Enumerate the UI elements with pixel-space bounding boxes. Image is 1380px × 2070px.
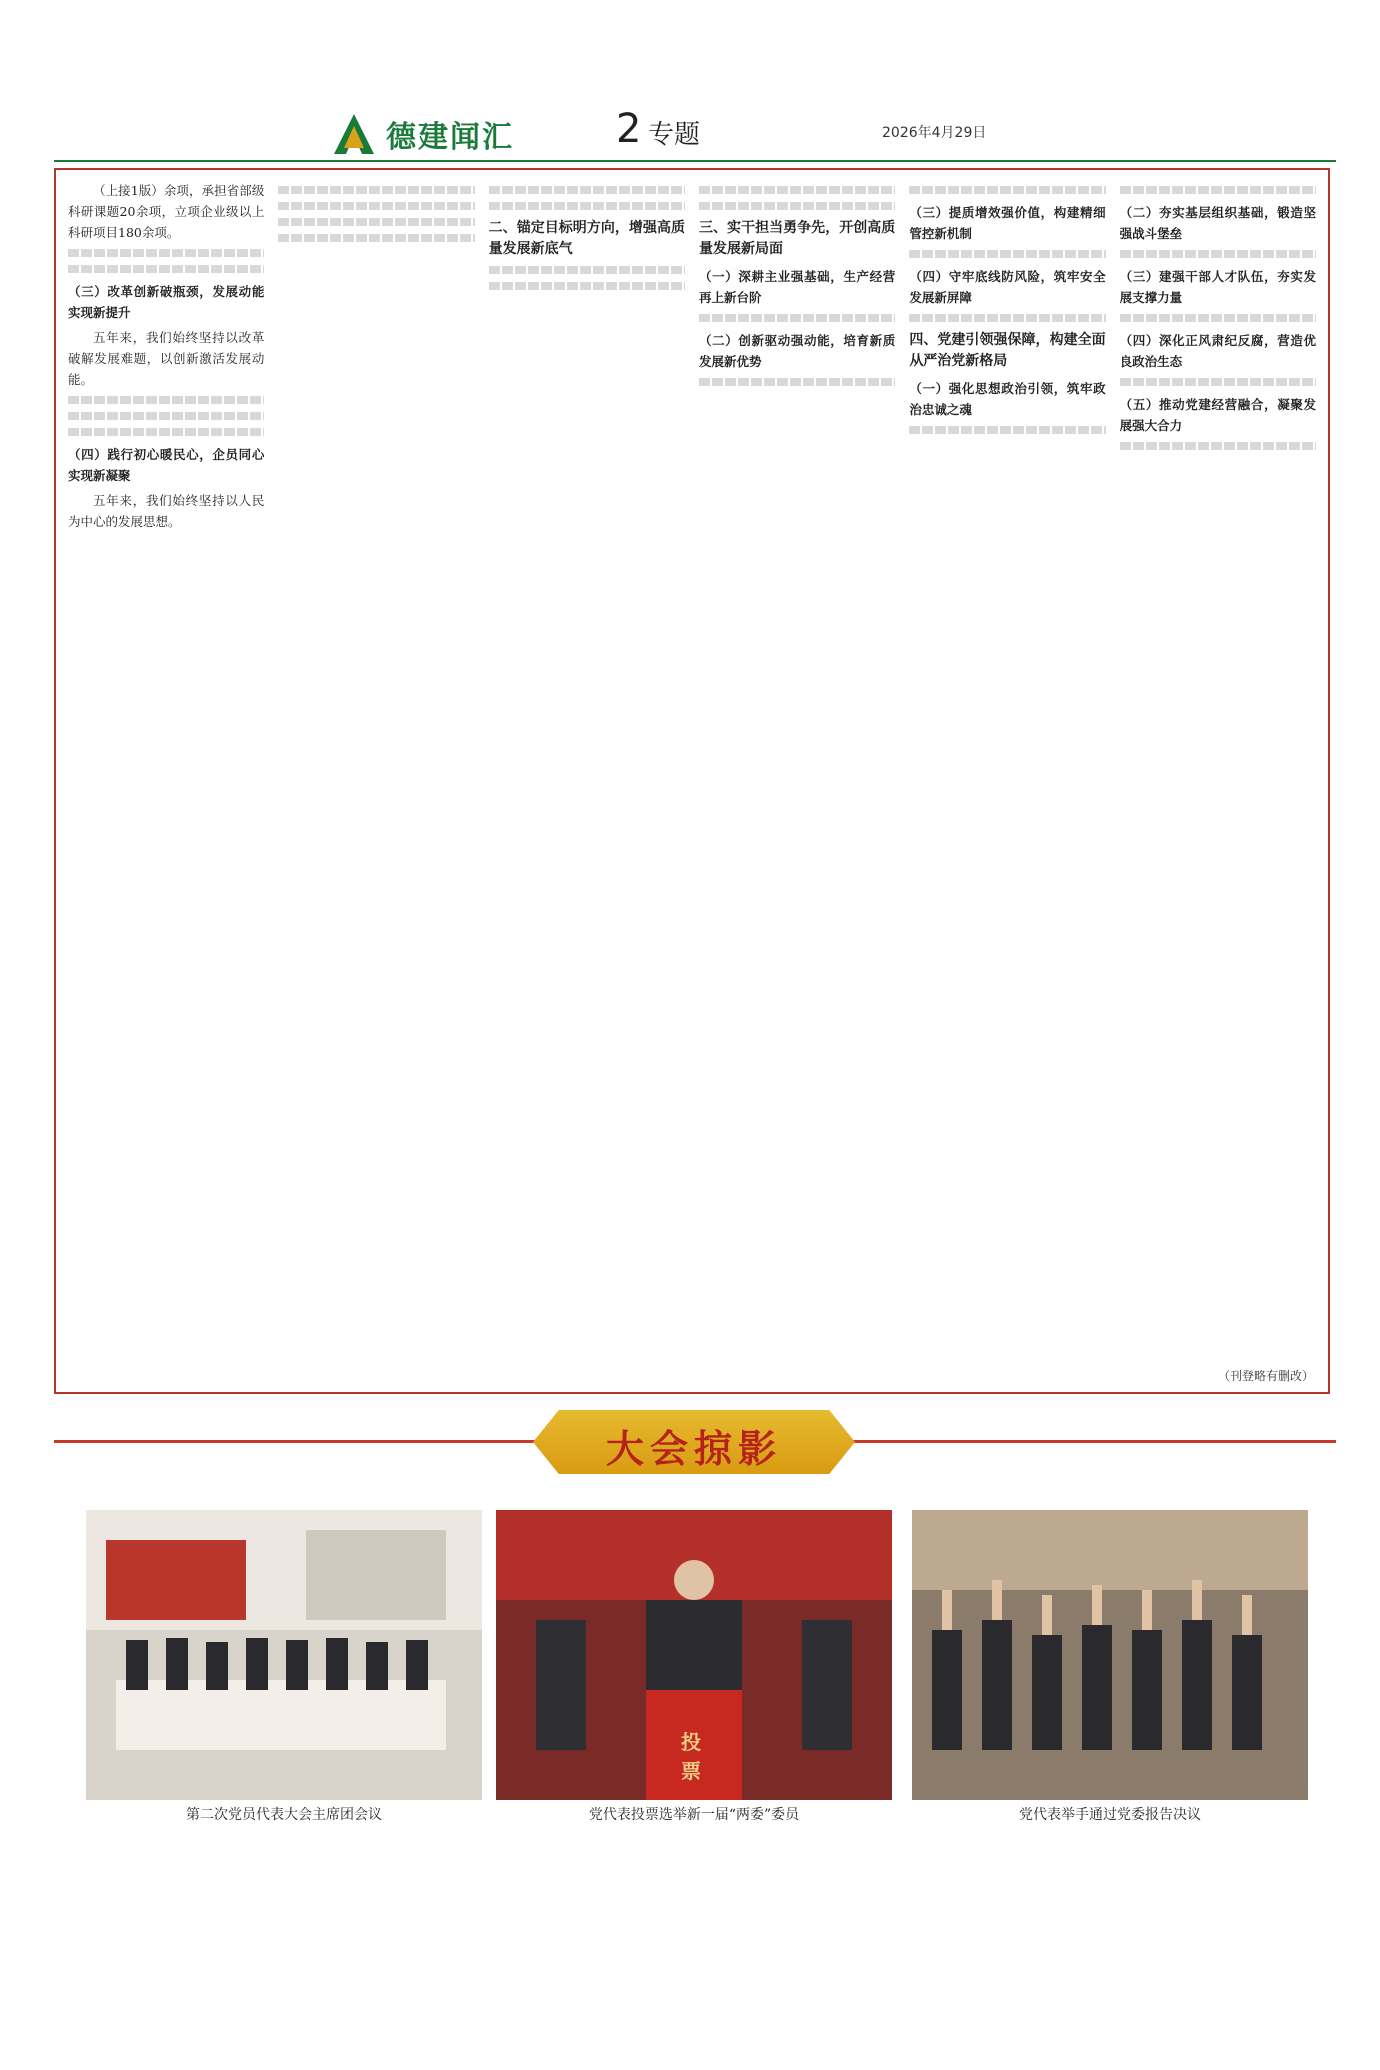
unreadable-text-placeholder [909,186,1105,194]
subheading: （二）夯实基层组织基础，锻造坚强战斗堡垒 [1119,205,1316,241]
subheading: （四）深化正风肃纪反腐，营造优良政治生态 [1119,333,1316,369]
unreadable-text-placeholder [489,202,685,210]
article-columns [68,180,1316,1382]
section-name: 专题 [648,120,701,150]
unreadable-text-placeholder [909,314,1105,322]
paragraph: 五年来，我们始终坚持以改革破解发展难题，以创新激活发展动能。 [68,330,265,387]
unreadable-text-placeholder [489,282,685,290]
unreadable-text-placeholder [68,412,264,420]
unreadable-text-placeholder [699,202,895,210]
page-number: 2 [616,106,642,152]
unreadable-text-placeholder [1120,442,1316,450]
unreadable-text-placeholder [68,428,264,436]
subheading: （一）深耕主业强基础，生产经营再上新台阶 [698,269,896,305]
photo-ballot-voting [496,1510,892,1800]
meeting-room-image [86,1510,482,1800]
unreadable-text-placeholder [1120,378,1316,386]
unreadable-text-placeholder [699,378,895,386]
article-frame [54,168,1330,1394]
section-heading: 三、实干担当勇争先，开创高质量发展新局面 [698,220,896,257]
unreadable-text-placeholder [699,314,895,322]
unreadable-text-placeholder [489,186,685,194]
subheading: （三）建强干部人才队伍，夯实发展支撑力量 [1119,269,1316,305]
brand-name: 德建闻汇 [386,120,514,155]
column-1 [68,180,264,1382]
unreadable-text-placeholder [68,249,264,257]
gallery-banner [54,1410,1336,1474]
hand-vote-image [912,1510,1308,1800]
photo-caption: 第二次党员代表大会主席团会议 [186,1807,382,1823]
column-2 [278,180,474,1382]
subheading: （二）创新驱动强动能，培育新质发展新优势 [698,333,896,369]
editor-note: （刊登略有删改） [1217,1369,1314,1383]
masthead-rule [54,160,1336,162]
subheading: （五）推动党建经营融合，凝聚发展强大合力 [1119,397,1316,433]
unreadable-text-placeholder [278,218,474,226]
subheading: （一）强化思想政治引领，筑牢政治忠诚之魂 [909,381,1106,417]
photo-caption: 党代表投票选举新一届“两委”委员 [588,1807,800,1823]
unreadable-text-placeholder [489,266,685,274]
paragraph: 五年来，我们始终坚持以人民为中心的发展思想。 [68,493,265,529]
company-logo-icon [332,112,376,156]
section-heading: 四、党建引领强保障，构建全面从严治党新格局 [909,332,1106,369]
column-3 [489,180,685,1382]
unreadable-text-placeholder [699,186,895,194]
column-6 [1120,180,1316,1382]
photo-presidium-meeting [86,1510,482,1800]
column-5 [909,180,1105,1382]
unreadable-text-placeholder [278,234,474,242]
unreadable-text-placeholder [278,186,474,194]
masthead [54,98,1336,164]
unreadable-text-placeholder [278,202,474,210]
ballot-box-label: 投票 [681,1730,707,1783]
subheading: （四）践行初心暖民心，企员同心实现新凝聚 [68,447,265,483]
photo-caption: 党代表举手通过党委报告决议 [1019,1807,1201,1823]
unreadable-text-placeholder [1120,250,1316,258]
unreadable-text-placeholder [68,396,264,404]
unreadable-text-placeholder [1120,314,1316,322]
issue-date: 2026年4月29日 [882,125,987,141]
gallery-title: 大会掠影 [605,1426,782,1471]
unreadable-text-placeholder [1120,186,1316,194]
paragraph: （上接1版）余项，承担省部级科研课题20余项，立项企业级以上科研项目180余项。 [68,183,265,240]
unreadable-text-placeholder [909,426,1105,434]
photo-hand-vote [912,1510,1308,1800]
unreadable-text-placeholder [909,250,1105,258]
column-4 [699,180,895,1382]
unreadable-text-placeholder [68,265,264,273]
section-heading: 二、锚定目标明方向，增强高质量发展新底气 [488,220,685,257]
subheading: （四）守牢底线防风险，筑牢安全发展新屏障 [909,269,1106,305]
subheading: （三）改革创新破瓶颈，发展动能实现新提升 [68,284,265,320]
subheading: （三）提质增效强价值，构建精细管控新机制 [909,205,1106,241]
